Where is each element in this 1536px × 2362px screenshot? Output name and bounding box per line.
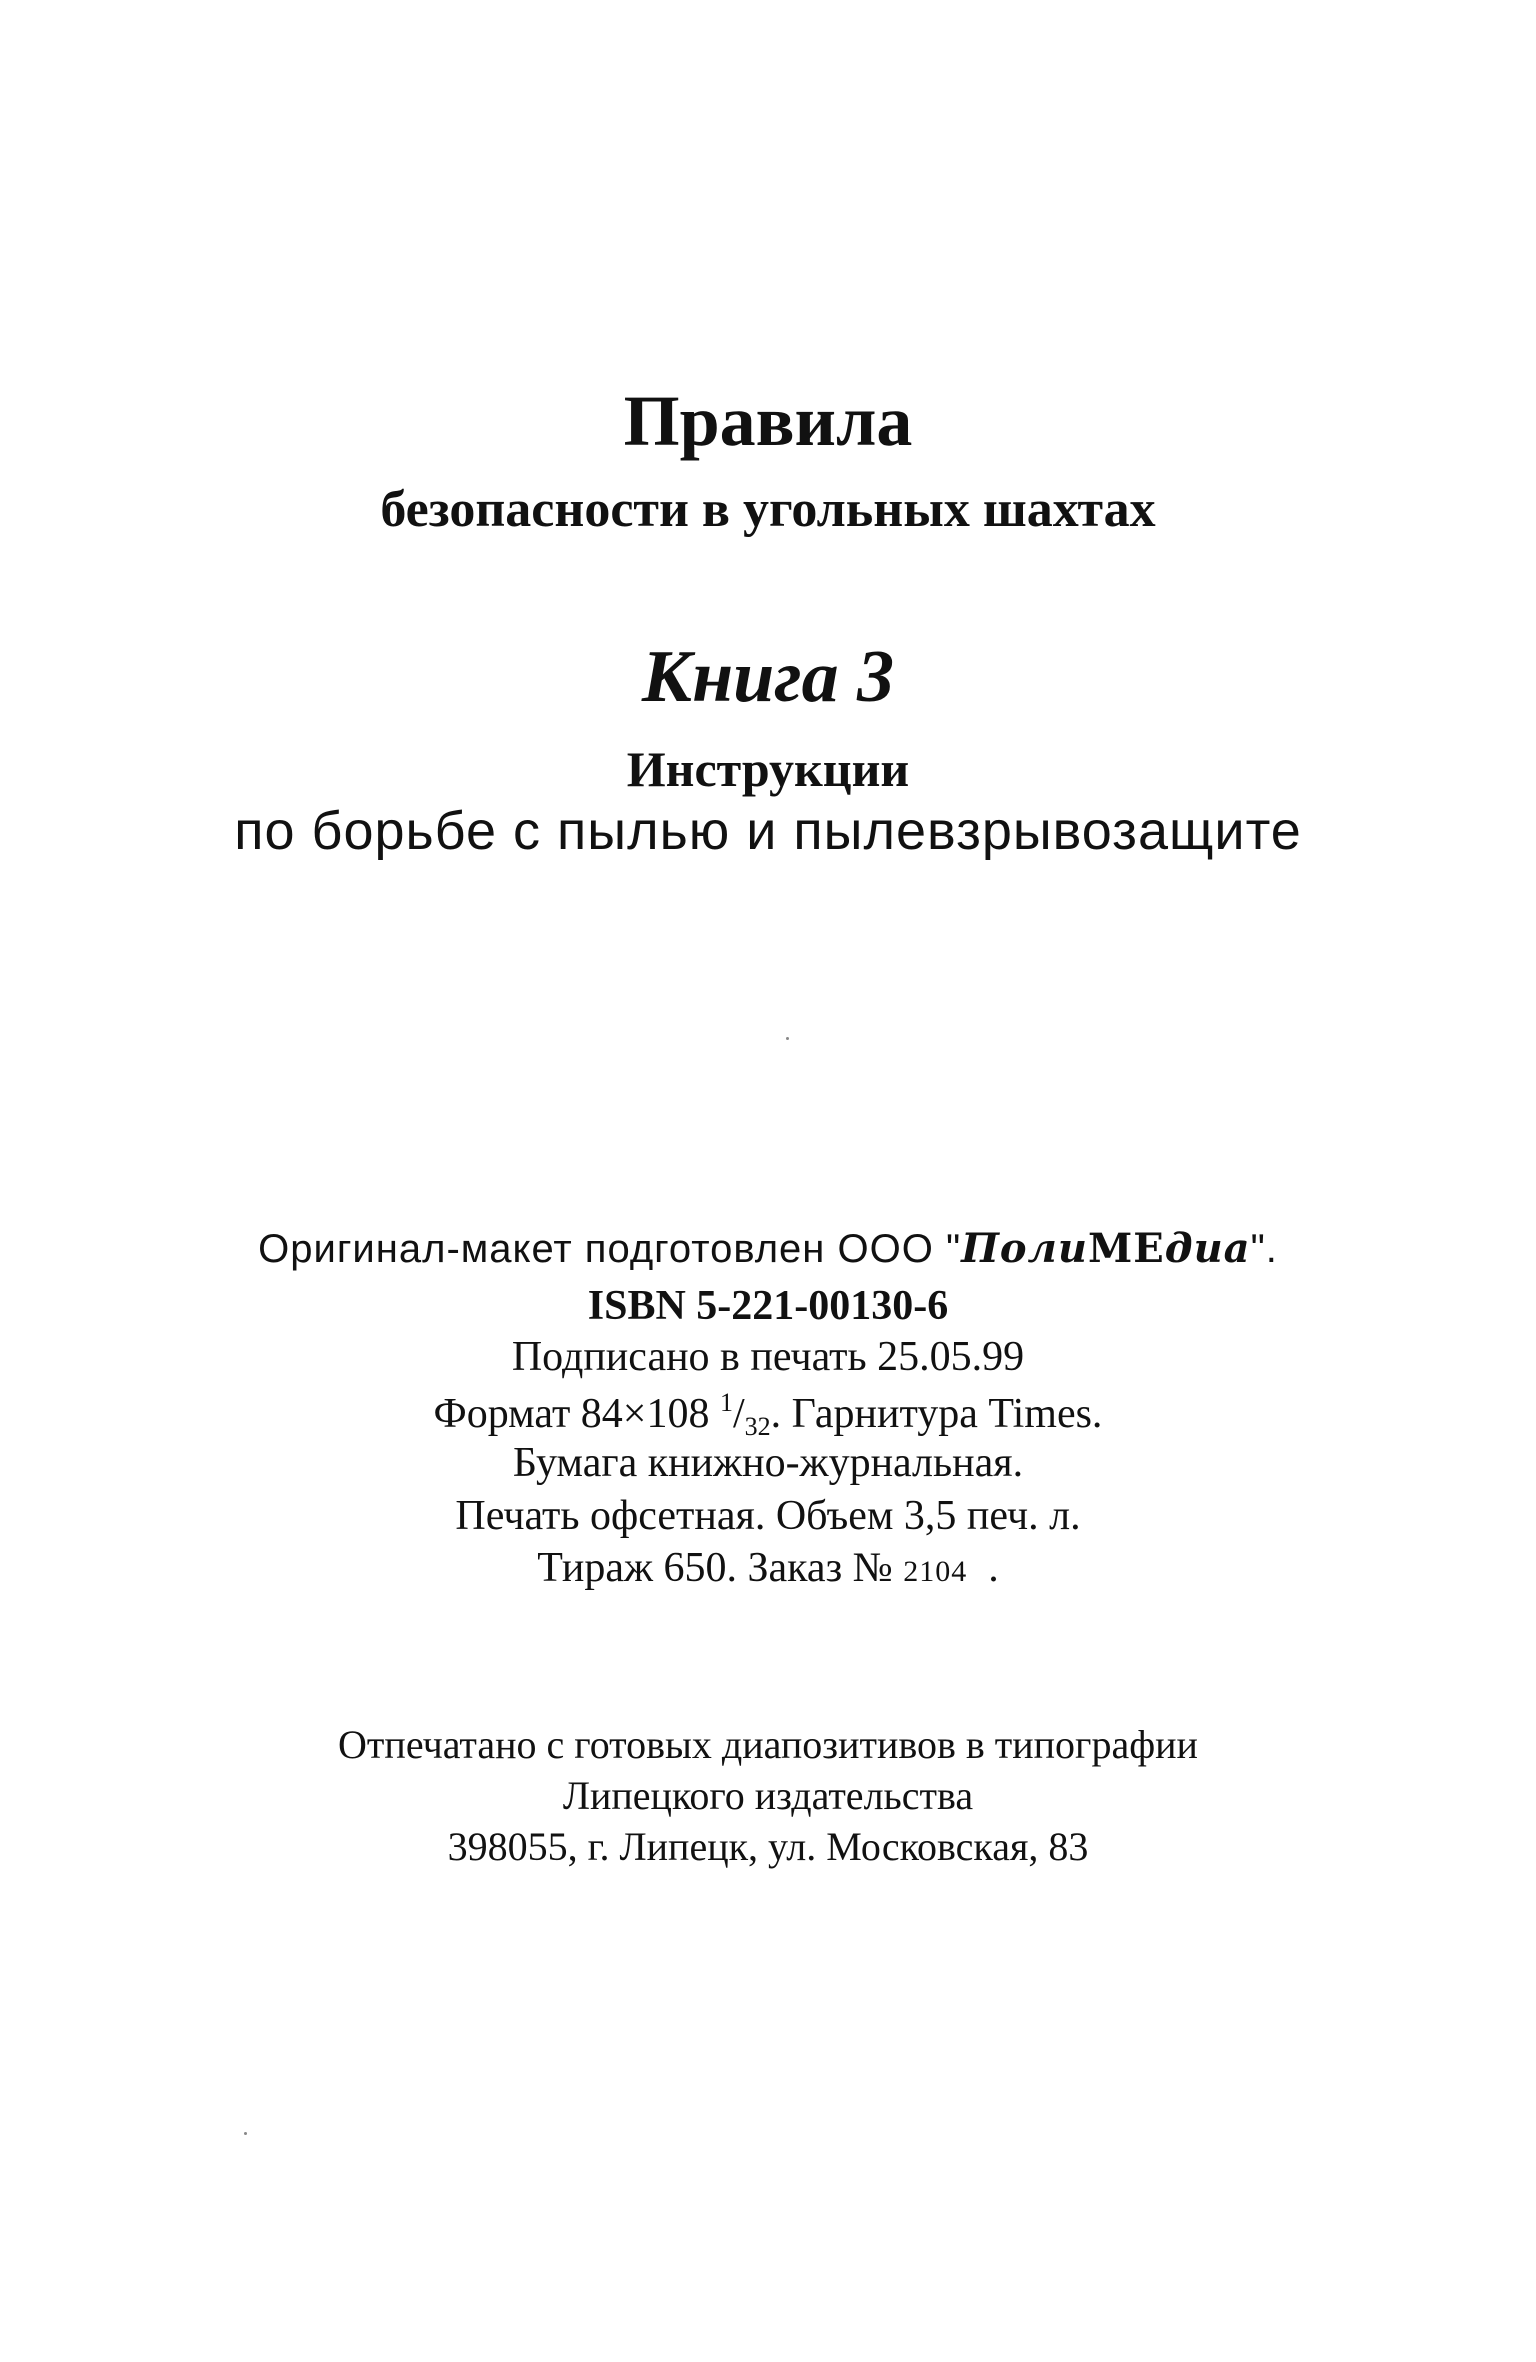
format-denominator: 32 [744,1412,771,1441]
printing-line-2: Липецкого издательства [562,1773,974,1818]
print-volume: Печать офсетная. Объем 3,5 печ. л. [455,1493,1081,1539]
printing-line-1: Отпечатано с готовых диапозитивов в типографии [338,1722,1198,1767]
order-number: 2104 [903,1555,968,1588]
format-slash: / [732,1391,745,1437]
instructions-heading: Инструкции [626,741,910,797]
paper-type: Бумага книжно-журнальная. [512,1440,1024,1486]
publisher-brand-part1: Поли [961,1225,1088,1272]
layout-credit-suffix: ". [1250,1227,1278,1271]
scan-speck [244,2132,247,2135]
scan-speck [786,1037,789,1040]
printing-address: 398055, г. Липецк, ул. Московская, 83 [447,1824,1089,1869]
layout-credit [0,1225,1536,1272]
format-suffix: . Гарнитура Times. [770,1391,1103,1437]
instructions-subject: по борьбе с пылью и пылевзрывозащите [234,801,1302,861]
layout-credit-prefix: Оригинал-макет подготовлен ООО " [258,1227,962,1271]
format-line [0,1390,1536,1440]
book-number: Книга 3 [641,636,895,718]
publisher-brand-caps: МЕ [1087,1225,1165,1272]
document-subtitle: безопасности в угольных шахтах [380,481,1156,538]
document-title: Правила [623,381,913,461]
print-run-suffix: . [967,1545,999,1591]
signed-date: Подписано в печать 25.05.99 [511,1334,1025,1380]
print-run-prefix: Тираж 650. Заказ № [537,1545,904,1591]
print-run [0,1547,1536,1589]
format-prefix: Формат 84×108 [433,1391,720,1437]
publisher-brand-part2: диа [1164,1225,1251,1272]
format-numerator: 1 [719,1388,733,1417]
publisher-brand [961,1225,1250,1272]
isbn: ISBN 5-221-00130-6 [587,1283,949,1329]
